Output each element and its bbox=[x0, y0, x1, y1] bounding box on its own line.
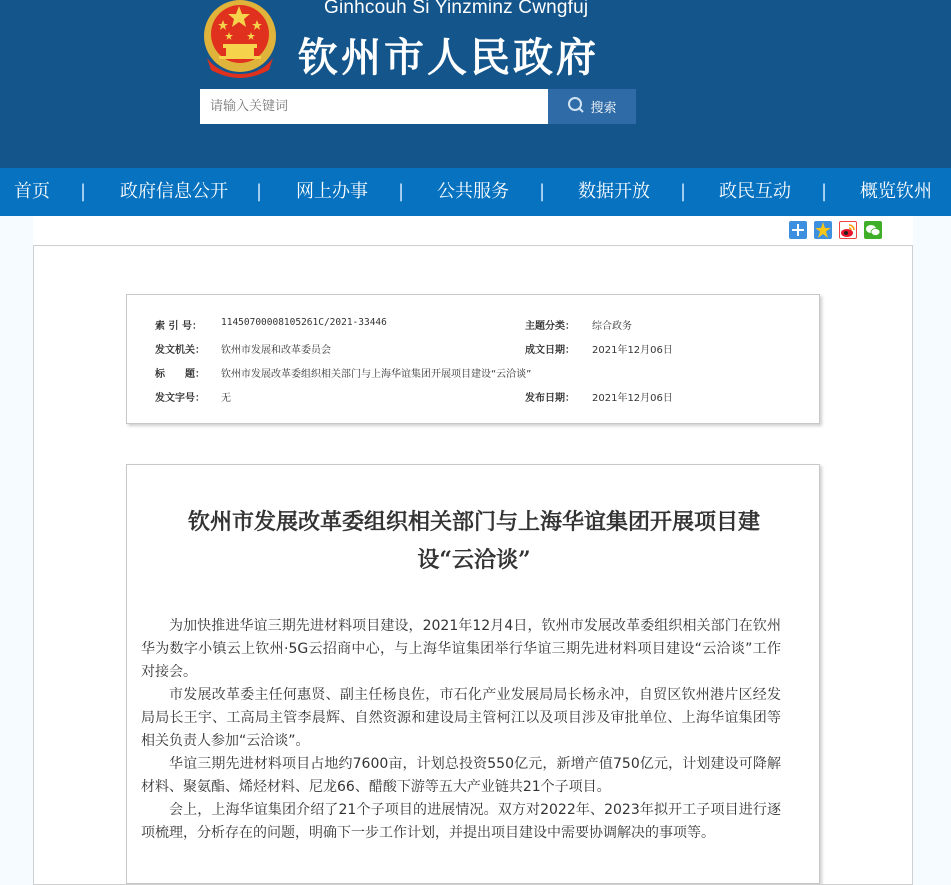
index-no-label: 索 引 号： bbox=[155, 321, 202, 332]
nav-item-online-service[interactable]: 网上办事 bbox=[296, 181, 368, 202]
search-icon bbox=[567, 96, 585, 118]
nav-separator: | bbox=[398, 181, 405, 202]
national-emblem-icon bbox=[199, 0, 281, 78]
nav-item-public-service[interactable]: 公共服务 bbox=[437, 181, 509, 202]
search-button-label: 搜索 bbox=[590, 101, 617, 116]
issuer-value: 钦州市发展和改革委员会 bbox=[221, 345, 331, 356]
doc-no-label: 发文字号： bbox=[155, 393, 205, 404]
article-panel bbox=[126, 464, 820, 884]
article-paragraph: 会上，上海华谊集团介绍了21个子项目的进展情况。双方对2022年、2023年拟开工子项目进行逐项梳理，分析存在的问题，明确下一步工作计划，并提出项目建设中需要协调解决的事项等。 bbox=[141, 802, 781, 841]
created-date-label: 成文日期： bbox=[525, 345, 575, 356]
publish-date-label: 发布日期： bbox=[525, 393, 575, 404]
publish-date-value: 2021年12月06日 bbox=[592, 393, 673, 404]
nav-item-home[interactable]: 首页 bbox=[14, 181, 50, 202]
issuer-label: 发文机关： bbox=[155, 345, 205, 356]
nav-item-gov-info[interactable]: 政府信息公开 bbox=[120, 181, 228, 202]
main-nav bbox=[0, 168, 951, 216]
nav-separator: | bbox=[821, 181, 828, 202]
article-title: 钦州市发展改革委组织相关部门与上海华谊集团开展项目建设“云洽谈” bbox=[187, 509, 760, 573]
nav-separator: | bbox=[80, 181, 87, 202]
nav-item-open-data[interactable]: 数据开放 bbox=[578, 181, 650, 202]
category-label: 主题分类： bbox=[525, 321, 575, 332]
article-body bbox=[141, 615, 781, 845]
doc-no-value: 无 bbox=[221, 393, 231, 404]
wechat-icon[interactable] bbox=[864, 221, 882, 239]
created-date-value: 2021年12月06日 bbox=[592, 345, 673, 356]
nav-item-overview[interactable]: 概览钦州 bbox=[860, 181, 932, 202]
qzone-star-icon[interactable] bbox=[814, 221, 832, 239]
article-paragraph: 为加快推进华谊三期先进材料项目建设，2021年12月4日，钦州市发展改革委组织相关部门在钦州华为数字小镇云上钦州·5G云招商中心，与上海华谊集团举行华谊三期先进材料项目建设“云洽谈”工作对接会。 bbox=[141, 618, 781, 680]
plus-share-icon[interactable] bbox=[789, 221, 807, 239]
title-value: 钦州市发展改革委组织相关部门与上海华谊集团开展项目建设“云洽谈” bbox=[221, 369, 532, 380]
nav-item-interaction[interactable]: 政民互动 bbox=[719, 181, 791, 202]
search-button[interactable] bbox=[548, 89, 636, 124]
article-paragraph: 华谊三期先进材料项目占地约7600亩，计划总投资550亿元，新增产值750亿元，计划建设可降解材料、聚氨酯、烯烃材料、尼龙66、醋酸下游等五大产业链共21个子项目。 bbox=[141, 756, 781, 795]
site-title: 钦州市人民政府 bbox=[298, 35, 599, 81]
index-no-value: 11450700008105261C/2021-33446 bbox=[221, 317, 387, 328]
category-value: 综合政务 bbox=[592, 321, 632, 332]
search-input[interactable] bbox=[200, 89, 548, 124]
weibo-icon[interactable] bbox=[839, 221, 857, 239]
site-title-pinyin: Ginhcouh Si Yinzminz Cwngfuj bbox=[324, 0, 589, 18]
nav-separator: | bbox=[680, 181, 687, 202]
article-paragraph: 市发展改革委主任何惠贤、副主任杨良佐，市石化产业发展局局长杨永冲，自贸区钦州港片区经发局局长王宇、工高局主管李晨辉、自然资源和建设局主管柯江以及项目涉及审批单位、上海华谊集团等相关负责人参加“云洽谈”。 bbox=[141, 687, 781, 749]
title-label: 标 题： bbox=[155, 369, 205, 380]
nav-separator: | bbox=[539, 181, 546, 202]
document-info-panel bbox=[126, 294, 820, 424]
nav-separator: | bbox=[256, 181, 263, 202]
site-header bbox=[0, 0, 951, 168]
